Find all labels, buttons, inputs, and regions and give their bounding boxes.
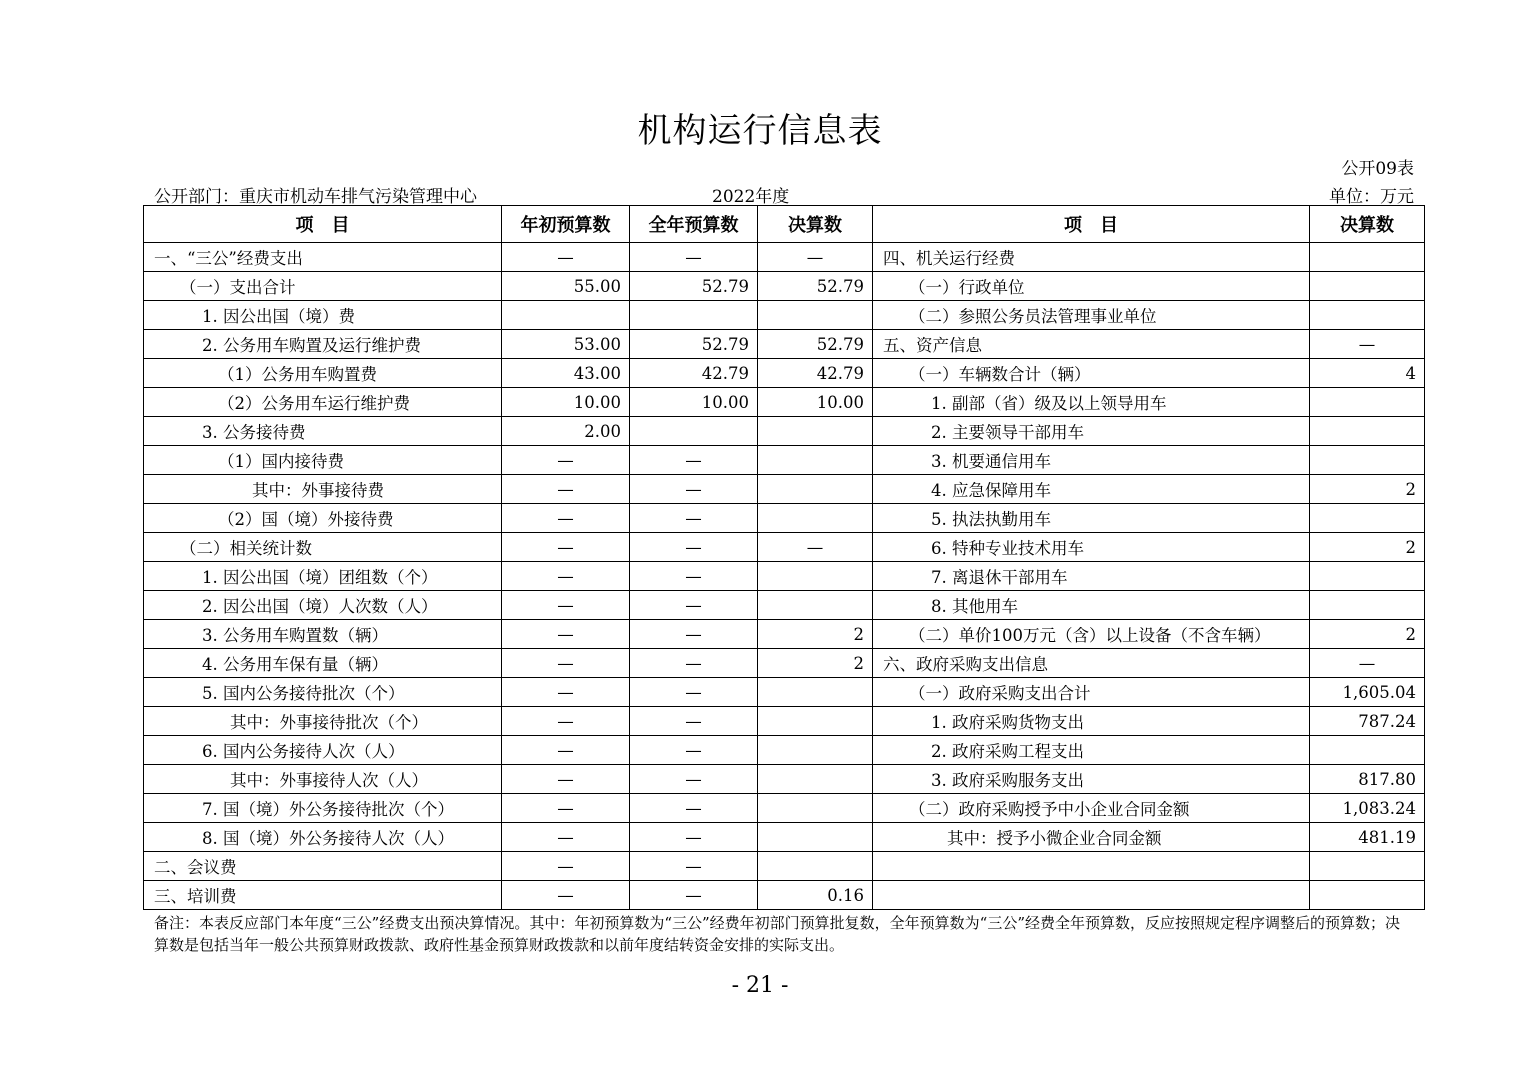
final-account-cell [758, 678, 873, 707]
header-full-year-budget: 全年预算数 [630, 206, 758, 243]
table-row [144, 852, 1425, 881]
table-row [144, 649, 1425, 678]
full-year-budget-cell [630, 301, 758, 330]
right-item-cell: 其中：授予小微企业合同金额 [873, 823, 1310, 852]
right-final-account-cell [1310, 301, 1425, 330]
right-item-cell [873, 852, 1310, 881]
left-item-cell: 二、会议费 [144, 852, 502, 881]
department-label: 公开部门：重庆市机动车排气污染管理中心 [154, 187, 477, 207]
right-final-account-cell: 2 [1310, 533, 1425, 562]
initial-budget-cell: 55.00 [502, 272, 630, 301]
left-item-cell: 其中：外事接待费 [144, 475, 502, 504]
final-account-cell: — [758, 243, 873, 272]
right-item-cell: 1. 副部（省）级及以上领导用车 [873, 388, 1310, 417]
final-account-cell [758, 417, 873, 446]
right-final-account-cell [1310, 881, 1425, 910]
right-final-account-cell [1310, 591, 1425, 620]
initial-budget-cell: — [502, 852, 630, 881]
full-year-budget-cell: — [630, 736, 758, 765]
page-title: 机构运行信息表 [637, 111, 883, 151]
full-year-budget-cell: — [630, 591, 758, 620]
table-row [144, 823, 1425, 852]
right-final-account-cell: — [1310, 330, 1425, 359]
table-row [144, 417, 1425, 446]
right-item-cell: （一）车辆数合计（辆） [873, 359, 1310, 388]
final-account-cell [758, 446, 873, 475]
header-left-item: 项 目 [144, 206, 502, 243]
footnote: 备注：本表反应部门本年度“三公”经费支出预决算情况。其中：年初预算数为“三公”经费年初部门预算批复数，全年预算数为“三公”经费全年预算数，反应按照规定程序调整后的预算数；决算数是包括当年一般公共预算财政拨款、政府性基金预算财政拨款和以前年度结转资金安排的实际支出。 [154, 914, 1401, 954]
full-year-budget-cell: — [630, 823, 758, 852]
final-account-cell: 10.00 [758, 388, 873, 417]
table-body [144, 243, 1425, 910]
full-year-budget-cell: — [630, 446, 758, 475]
table-row [144, 620, 1425, 649]
right-final-account-cell [1310, 736, 1425, 765]
left-item-cell: （2）公务用车运行维护费 [144, 388, 502, 417]
table-row [144, 881, 1425, 910]
full-year-budget-cell: — [630, 765, 758, 794]
final-account-cell [758, 301, 873, 330]
table-row [144, 359, 1425, 388]
full-year-budget-cell: — [630, 852, 758, 881]
right-final-account-cell: 817.80 [1310, 765, 1425, 794]
right-item-cell: 6. 特种专业技术用车 [873, 533, 1310, 562]
initial-budget-cell: — [502, 562, 630, 591]
final-account-cell: 42.79 [758, 359, 873, 388]
final-account-cell: 2 [758, 620, 873, 649]
full-year-budget-cell: 52.79 [630, 330, 758, 359]
left-item-cell: 其中：外事接待人次（人） [144, 765, 502, 794]
left-item-cell: 8. 国（境）外公务接待人次（人） [144, 823, 502, 852]
table-row [144, 765, 1425, 794]
full-year-budget-cell [630, 417, 758, 446]
left-item-cell: （一）支出合计 [144, 272, 502, 301]
full-year-budget-cell: — [630, 881, 758, 910]
right-item-cell: 7. 离退休干部用车 [873, 562, 1310, 591]
full-year-budget-cell: — [630, 533, 758, 562]
left-item-cell: 2. 因公出国（境）人次数（人） [144, 591, 502, 620]
left-item-cell: （2）国（境）外接待费 [144, 504, 502, 533]
initial-budget-cell: 2.00 [502, 417, 630, 446]
right-final-account-cell: 4 [1310, 359, 1425, 388]
initial-budget-cell: — [502, 446, 630, 475]
final-account-cell [758, 707, 873, 736]
right-item-cell: （二）政府采购授予中小企业合同金额 [873, 794, 1310, 823]
info-table [143, 205, 1425, 910]
table-row [144, 243, 1425, 272]
full-year-budget-cell: — [630, 243, 758, 272]
right-item-cell: 3. 机要通信用车 [873, 446, 1310, 475]
table-row [144, 794, 1425, 823]
right-final-account-cell [1310, 504, 1425, 533]
year-label: 2022年度 [712, 187, 790, 207]
full-year-budget-cell: — [630, 562, 758, 591]
right-final-account-cell [1310, 388, 1425, 417]
table-header-row [144, 206, 1425, 243]
table-row [144, 272, 1425, 301]
initial-budget-cell: — [502, 736, 630, 765]
full-year-budget-cell: — [630, 620, 758, 649]
left-item-cell: （二）相关统计数 [144, 533, 502, 562]
left-item-cell: 2. 公务用车购置及运行维护费 [144, 330, 502, 359]
initial-budget-cell: — [502, 475, 630, 504]
initial-budget-cell: — [502, 678, 630, 707]
right-item-cell: （二）参照公务员法管理事业单位 [873, 301, 1310, 330]
right-final-account-cell: 1,083.24 [1310, 794, 1425, 823]
right-item-cell: 1. 政府采购货物支出 [873, 707, 1310, 736]
final-account-cell: 0.16 [758, 881, 873, 910]
right-item-cell: 3. 政府采购服务支出 [873, 765, 1310, 794]
right-item-cell: 六、政府采购支出信息 [873, 649, 1310, 678]
right-item-cell: 五、资产信息 [873, 330, 1310, 359]
full-year-budget-cell: — [630, 678, 758, 707]
full-year-budget-cell: — [630, 475, 758, 504]
full-year-budget-cell: — [630, 707, 758, 736]
header-right-final-account: 决算数 [1310, 206, 1425, 243]
initial-budget-cell: — [502, 591, 630, 620]
left-item-cell: 1. 因公出国（境）费 [144, 301, 502, 330]
initial-budget-cell: 43.00 [502, 359, 630, 388]
full-year-budget-cell: 42.79 [630, 359, 758, 388]
table-row [144, 330, 1425, 359]
left-item-cell: 3. 公务接待费 [144, 417, 502, 446]
right-item-cell: （一）行政单位 [873, 272, 1310, 301]
right-item-cell: 2. 主要领导干部用车 [873, 417, 1310, 446]
final-account-cell [758, 475, 873, 504]
final-account-cell [758, 591, 873, 620]
left-item-cell: （1）国内接待费 [144, 446, 502, 475]
left-item-cell: 3. 公务用车购置数（辆） [144, 620, 502, 649]
header-final-account: 决算数 [758, 206, 873, 243]
left-item-cell: 三、培训费 [144, 881, 502, 910]
right-final-account-cell: 787.24 [1310, 707, 1425, 736]
final-account-cell [758, 852, 873, 881]
right-final-account-cell [1310, 446, 1425, 475]
left-item-cell: 其中：外事接待批次（个） [144, 707, 502, 736]
initial-budget-cell: — [502, 504, 630, 533]
right-final-account-cell [1310, 243, 1425, 272]
table-row [144, 533, 1425, 562]
initial-budget-cell: — [502, 243, 630, 272]
right-item-cell: 8. 其他用车 [873, 591, 1310, 620]
right-item-cell: 4. 应急保障用车 [873, 475, 1310, 504]
table-code: 公开09表 [1341, 159, 1414, 179]
right-final-account-cell: 481.19 [1310, 823, 1425, 852]
table-row [144, 475, 1425, 504]
final-account-cell [758, 736, 873, 765]
table-row [144, 678, 1425, 707]
unit-label: 单位：万元 [1329, 187, 1414, 207]
final-account-cell [758, 794, 873, 823]
right-final-account-cell [1310, 272, 1425, 301]
header-initial-budget: 年初预算数 [502, 206, 630, 243]
full-year-budget-cell: — [630, 504, 758, 533]
right-final-account-cell: 2 [1310, 620, 1425, 649]
left-item-cell: （1）公务用车购置费 [144, 359, 502, 388]
initial-budget-cell: — [502, 794, 630, 823]
right-item-cell: 四、机关运行经费 [873, 243, 1310, 272]
left-item-cell: 6. 国内公务接待人次（人） [144, 736, 502, 765]
left-item-cell: 5. 国内公务接待批次（个） [144, 678, 502, 707]
initial-budget-cell: — [502, 881, 630, 910]
full-year-budget-cell: 10.00 [630, 388, 758, 417]
initial-budget-cell: — [502, 823, 630, 852]
table-row [144, 736, 1425, 765]
final-account-cell [758, 504, 873, 533]
initial-budget-cell: — [502, 765, 630, 794]
right-item-cell: 5. 执法执勤用车 [873, 504, 1310, 533]
header-right-item: 项 目 [873, 206, 1310, 243]
left-item-cell: 7. 国（境）外公务接待批次（个） [144, 794, 502, 823]
table-row [144, 707, 1425, 736]
right-final-account-cell: 1,605.04 [1310, 678, 1425, 707]
initial-budget-cell: — [502, 707, 630, 736]
initial-budget-cell: 53.00 [502, 330, 630, 359]
final-account-cell [758, 562, 873, 591]
right-final-account-cell: 2 [1310, 475, 1425, 504]
right-item-cell: （一）政府采购支出合计 [873, 678, 1310, 707]
initial-budget-cell: 10.00 [502, 388, 630, 417]
left-item-cell: 1. 因公出国（境）团组数（个） [144, 562, 502, 591]
final-account-cell [758, 823, 873, 852]
left-item-cell: 4. 公务用车保有量（辆） [144, 649, 502, 678]
table-row [144, 388, 1425, 417]
page-number: - 21 - [731, 973, 789, 998]
full-year-budget-cell: — [630, 794, 758, 823]
right-item-cell [873, 881, 1310, 910]
initial-budget-cell: — [502, 620, 630, 649]
final-account-cell: — [758, 533, 873, 562]
initial-budget-cell: — [502, 649, 630, 678]
right-final-account-cell [1310, 417, 1425, 446]
right-final-account-cell [1310, 852, 1425, 881]
initial-budget-cell [502, 301, 630, 330]
full-year-budget-cell: 52.79 [630, 272, 758, 301]
final-account-cell: 52.79 [758, 272, 873, 301]
table-row [144, 446, 1425, 475]
initial-budget-cell: — [502, 533, 630, 562]
full-year-budget-cell: — [630, 649, 758, 678]
table-row [144, 591, 1425, 620]
right-final-account-cell: — [1310, 649, 1425, 678]
final-account-cell: 2 [758, 649, 873, 678]
left-item-cell: 一、“三公”经费支出 [144, 243, 502, 272]
right-final-account-cell [1310, 562, 1425, 591]
table-row [144, 504, 1425, 533]
final-account-cell [758, 765, 873, 794]
table-row [144, 562, 1425, 591]
right-item-cell: （二）单价100万元（含）以上设备（不含车辆） [873, 620, 1310, 649]
final-account-cell: 52.79 [758, 330, 873, 359]
table-row [144, 301, 1425, 330]
right-item-cell: 2. 政府采购工程支出 [873, 736, 1310, 765]
